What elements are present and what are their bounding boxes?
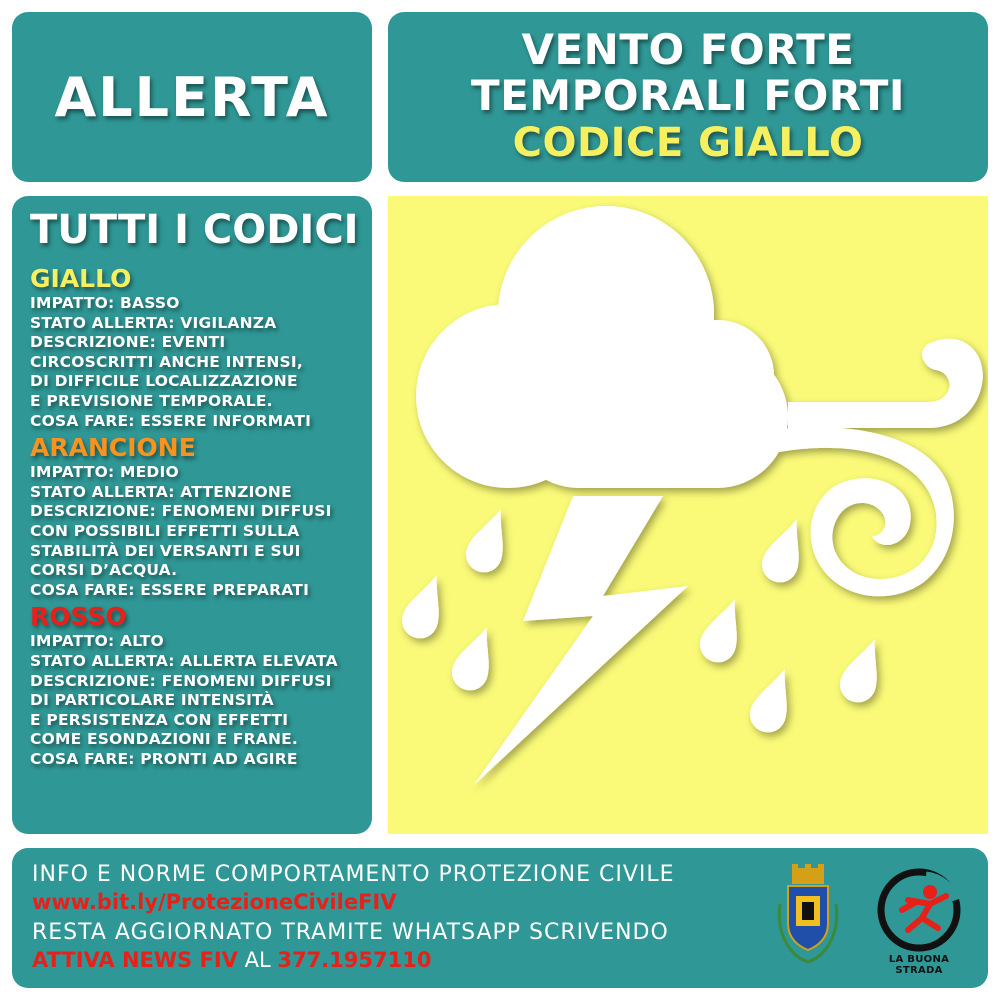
weather-icon-panel — [388, 196, 988, 834]
code-block-rosso — [30, 602, 372, 769]
code-line: CIRCOSCRITTI ANCHE INTENSI, — [30, 352, 303, 371]
cloud-icon — [416, 206, 788, 488]
code-line: COSA FARE: ESSERE INFORMATI — [30, 411, 312, 430]
code-name-arancione: ARANCIONE — [30, 433, 196, 463]
code-name-giallo: GIALLO — [30, 264, 132, 293]
logo-caption: LA BUONA STRADA — [888, 954, 950, 976]
title-line-2: TEMPORALI FORTI — [470, 71, 906, 120]
code-line: COSA FARE: ESSERE PREPARATI — [30, 580, 310, 599]
code-line: DESCRIZIONE: EVENTI — [30, 333, 226, 352]
code-block-giallo — [30, 264, 372, 431]
code-line: DI PARTICOLARE INTENSITÀ — [30, 691, 274, 710]
footer-whatsapp-line: RESTA AGGIORNATO TRAMITE WHATSAPP SCRIVENDO — [32, 920, 669, 945]
coat-of-arms-icon — [774, 864, 842, 968]
code-line: CON POSSIBILI EFFETTI SULLA — [30, 521, 300, 540]
code-line: STATO ALLERTA: VIGILANZA — [30, 313, 277, 332]
code-line: IMPATTO: MEDIO — [30, 463, 179, 482]
lightning-bolt-icon — [473, 496, 688, 786]
whatsapp-phone[interactable]: 377.1957110 — [277, 948, 432, 972]
allerta-label: ALLERTA — [54, 65, 330, 129]
storm-cloud-wind-rain-icon — [388, 196, 988, 834]
code-line: E PERSISTENZA CON EFFETTI — [30, 710, 289, 729]
code-line: STATO ALLERTA: ALLERTA ELEVATA — [30, 651, 338, 670]
code-line: COSA FARE: PRONTI AD AGIRE — [30, 749, 298, 768]
footer-panel — [12, 848, 988, 988]
la-buona-strada-logo — [864, 866, 974, 986]
runner-logo-icon — [864, 866, 974, 954]
title-line-1: VENTO FORTE — [521, 25, 855, 74]
code-line: IMPATTO: ALTO — [30, 632, 164, 651]
code-line: CORSI D’ACQUA. — [30, 561, 178, 580]
whatsapp-connector: AL — [244, 948, 271, 972]
code-line: DESCRIZIONE: FENOMENI DIFFUSI — [30, 671, 332, 690]
footer-whatsapp-command — [32, 948, 431, 972]
code-line: COME ESONDAZIONI E FRANE. — [30, 730, 298, 749]
alert-title-panel — [388, 12, 988, 182]
code-name-rosso: ROSSO — [30, 602, 127, 632]
code-line: DI DIFFICILE LOCALIZZAZIONE — [30, 372, 298, 391]
wind-swirl-top-icon — [788, 339, 983, 428]
footer-info-line: INFO E NORME COMPORTAMENTO PROTEZIONE CIVILE — [32, 862, 675, 887]
allerta-panel — [12, 12, 372, 182]
code-line: DESCRIZIONE: FENOMENI DIFFUSI — [30, 502, 332, 521]
code-line: IMPATTO: BASSO — [30, 294, 180, 312]
code-block-arancione — [30, 433, 372, 600]
whatsapp-keyword: ATTIVA NEWS FIV — [32, 948, 238, 972]
code-line: STABILITÀ DEI VERSANTI E SUI — [30, 541, 301, 560]
title-code-level: CODICE GIALLO — [512, 120, 864, 166]
codes-panel — [12, 196, 372, 834]
footer-link[interactable]: www.bit.ly/ProtezioneCivileFIV — [32, 890, 397, 914]
code-line: E PREVISIONE TEMPORALE. — [30, 391, 273, 410]
codes-heading: TUTTI I CODICI — [30, 207, 359, 253]
code-line: STATO ALLERTA: ATTENZIONE — [30, 482, 292, 501]
